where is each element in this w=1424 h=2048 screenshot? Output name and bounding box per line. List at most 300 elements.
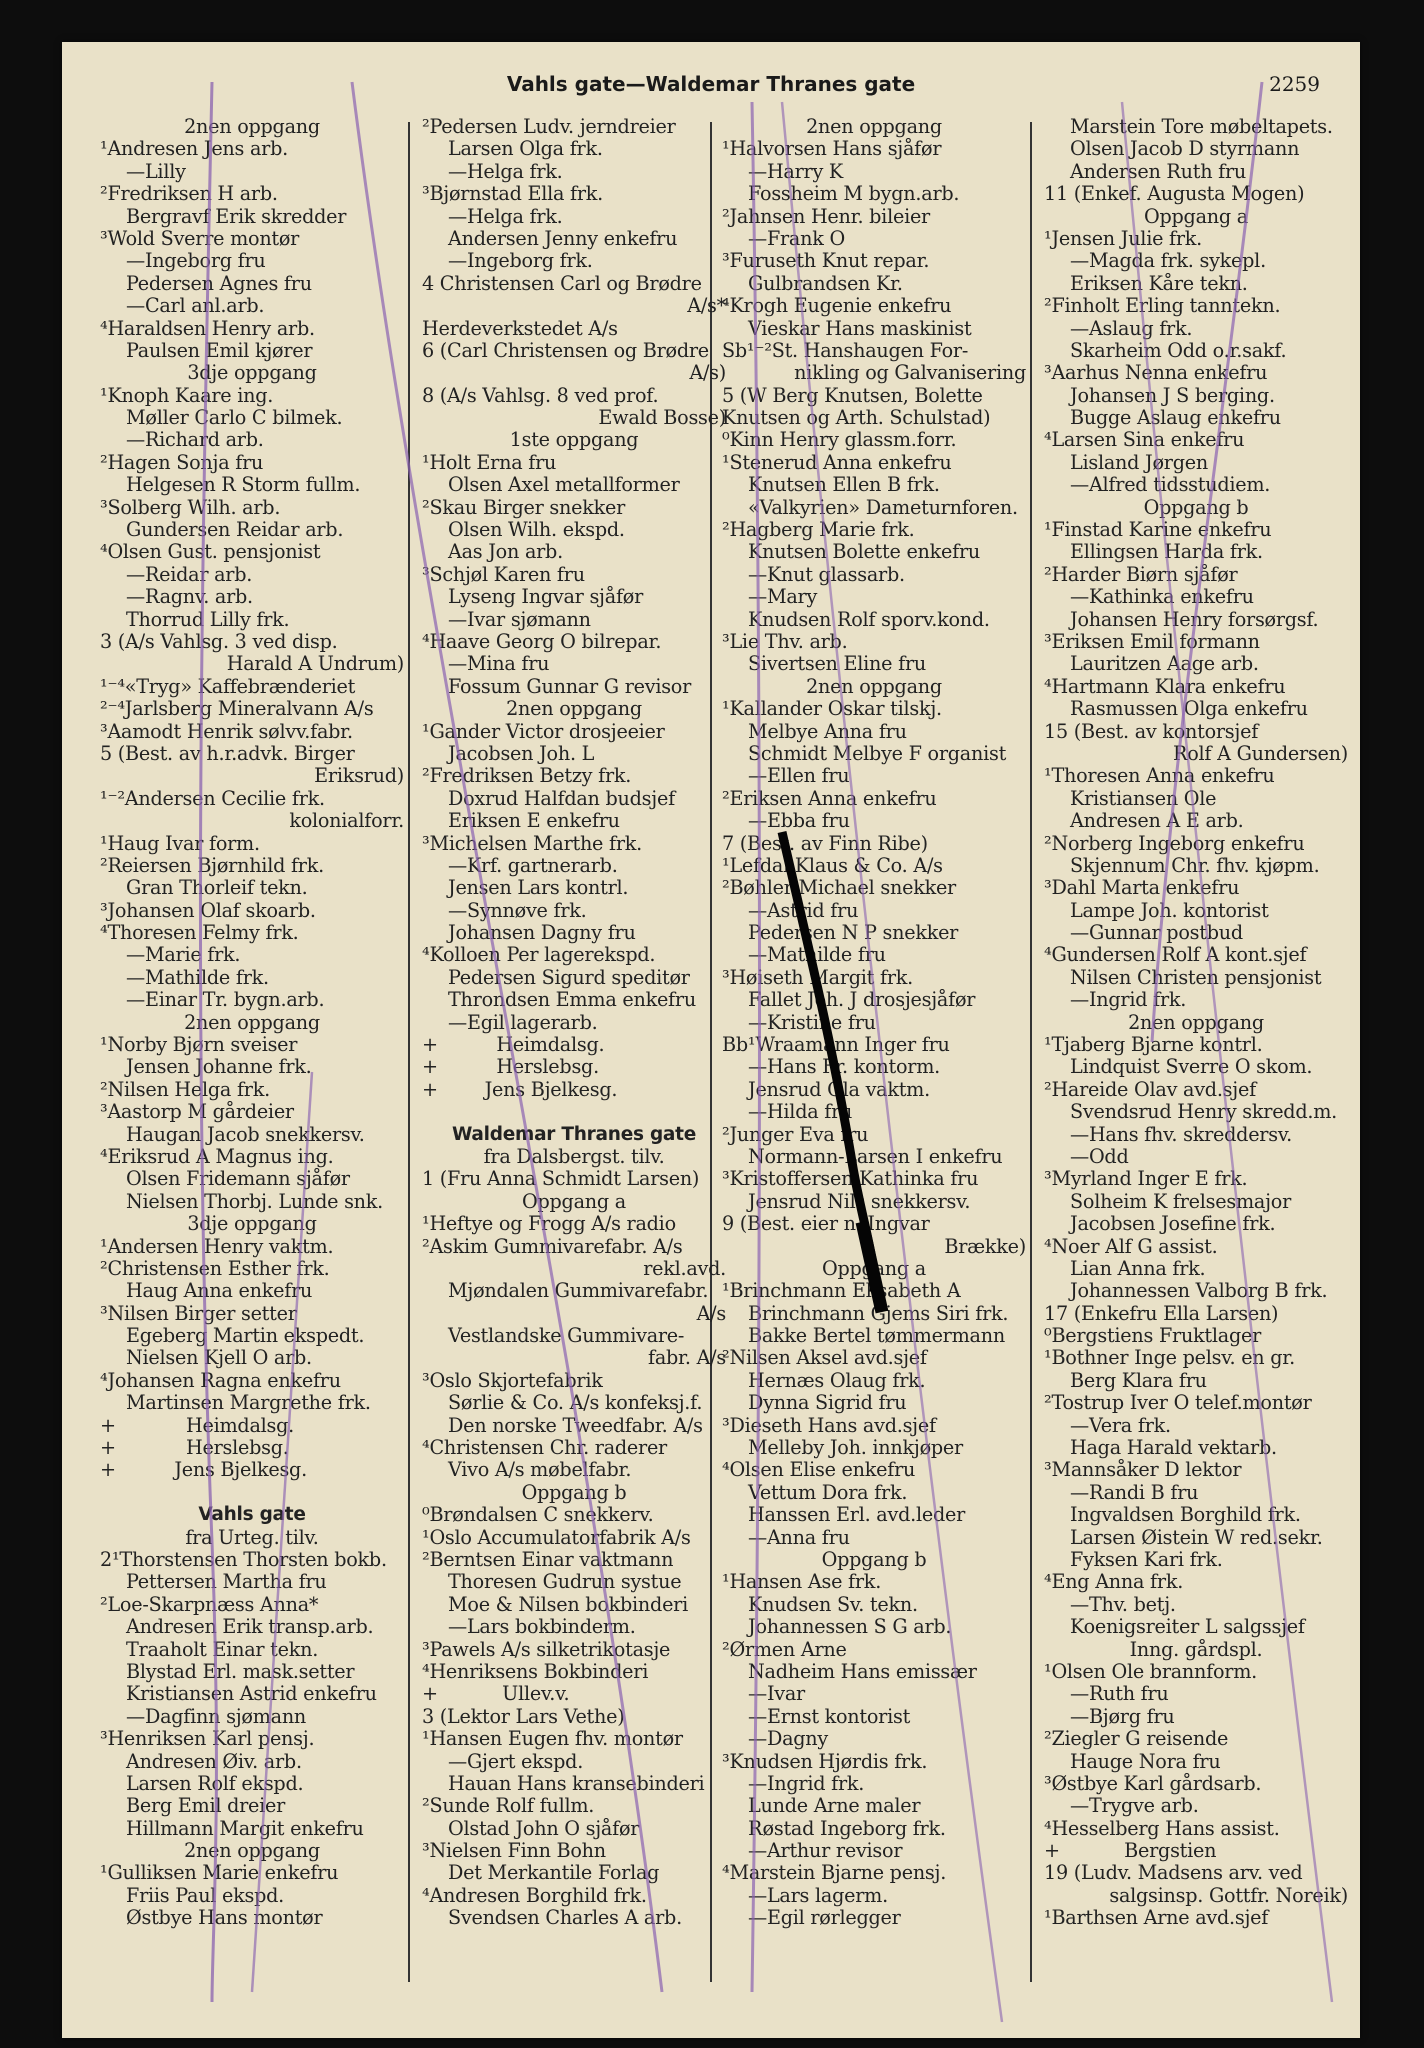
entrance-heading: 3dje oppgang (187, 362, 317, 385)
directory-entry: Andresen Øiv. arb. (126, 1750, 302, 1773)
directory-entry: Skjennum Chr. fhv. kjøpm. (1070, 854, 1320, 877)
entrance-heading: fra Urteg. tilv. (185, 1526, 319, 1549)
directory-entry: —Harry K (748, 160, 843, 183)
directory-entry: ¹Hansen Ase frk. (722, 1571, 882, 1594)
directory-entry: Koenigsreiter L salgssjef (1070, 1616, 1305, 1639)
entrance-heading: 2nen oppgang (506, 698, 642, 721)
directory-entry: ²Hagen Sonja fru (100, 451, 264, 474)
directory-entry: Bugge Aslaug enkefru (1070, 407, 1281, 430)
directory-entry: Sørlie & Co. A/s konfeksj.f. (448, 1392, 703, 1415)
directory-entry: Lauritzen Aage arb. (1070, 653, 1259, 676)
directory-entry: Pettersen Martha fru (126, 1571, 327, 1594)
directory-entry: ⁴Haraldsen Henry arb. (100, 317, 315, 340)
directory-entry: Melbye Anna fru (748, 720, 907, 743)
directory-entry: Lunde Arne maler (748, 1795, 921, 1818)
directory-entry: —Gjert ekspd. (448, 1750, 584, 1773)
directory-entry: Haug Anna enkefru (126, 1280, 313, 1303)
directory-entry: —Marie frk. (126, 944, 241, 967)
directory-entry: Vettum Dora frk. (748, 1481, 908, 1504)
directory-entry: —Alfred tidsstudiem. (1070, 474, 1271, 497)
directory-entry: ⁴Thoresen Felmy frk. (100, 922, 299, 945)
directory-entry: Hauan Hans kransebinderi (448, 1772, 705, 1795)
directory-entry: Solheim K frelsesmajor (1070, 1190, 1292, 1213)
directory-entry: ²Christensen Esther frk. (100, 1257, 330, 1280)
directory-entry: Jensen Lars kontrl. (448, 877, 629, 900)
entrance-heading: Oppgang a (522, 1190, 626, 1213)
directory-entry: Helgesen R Storm fullm. (126, 474, 361, 497)
directory-entry: Møller Carlo C bilmek. (126, 407, 343, 430)
directory-entry: ²Askim Gummivarefabr. A/s (422, 1235, 683, 1258)
directory-entry: ²Harder Biørn sjåfør (1044, 563, 1238, 586)
directory-entry: rekl.avd. (643, 1257, 726, 1280)
directory-entry: ³Johansen Olaf skoarb. (100, 899, 316, 922)
directory-entry: ³Michelsen Marthe frk. (422, 832, 643, 855)
directory-entry: ²Fredriksen Betzy frk. (422, 765, 632, 788)
directory-entry: 5 (W Berg Knutsen, Bolette (722, 384, 983, 407)
directory-entry: —Helga frk. (448, 205, 563, 228)
directory-entry: ¹Andersen Henry vaktm. (100, 1235, 334, 1258)
directory-entry: ¹Olsen Ole brannform. (1044, 1660, 1258, 1683)
directory-entry: Olsen Wilh. ekspd. (448, 519, 625, 542)
directory-entry: ²Jahnsen Henr. bileier (722, 205, 930, 228)
directory-entry: Olsen Jacob D styrmann (1070, 138, 1300, 161)
directory-entry: ²Hareide Olav avd.sjef (1044, 1078, 1256, 1101)
directory-entry: ⁴Larsen Sina enkefru (1044, 429, 1245, 452)
directory-entry: Fossum Gunnar G revisor (448, 675, 692, 698)
directory-entry: Dynna Sigrid fru (748, 1392, 907, 1415)
directory-entry: ²Finholt Erling tanntekn. (1044, 295, 1281, 318)
directory-entry: ³Høiseth Margit frk. (722, 966, 913, 989)
directory-entry: ¹Lefdal Klaus & Co. A/s (722, 854, 943, 877)
directory-entry: Østbye Hans montør (126, 1907, 323, 1930)
entrance-heading: fra Dalsbergst. tilv. (483, 1145, 665, 1168)
directory-entry: ²Sunde Rolf fullm. (422, 1795, 595, 1818)
directory-entry: + Jens Bjelkesg. (100, 1459, 307, 1482)
directory-entry: Gran Thorleif tekn. (126, 877, 308, 900)
directory-entry: Friis Paul ekspd. (126, 1884, 285, 1907)
directory-entry: ¹Oslo Accumulatorfabrik A/s (422, 1526, 691, 1549)
directory-entry: Nilsen Christen pensjonist (1070, 966, 1322, 989)
directory-entry: + Jens Bjelkesg. (422, 1078, 618, 1101)
directory-entry: Bergravf Erik skredder (126, 205, 347, 228)
directory-entry (422, 1101, 726, 1123)
directory-entry: Bb¹Wraamann Inger fru (722, 1034, 950, 1057)
column-divider (408, 122, 410, 1982)
directory-entry: ⁴Haave Georg O bilrepar. (422, 630, 662, 653)
directory-entry: —Mina fru (448, 653, 550, 676)
directory-entry: Lian Anna frk. (1070, 1257, 1206, 1280)
directory-entry: ¹Gulliksen Marie enkefru (100, 1862, 339, 1885)
directory-entry: —Reidar arb. (126, 563, 253, 586)
directory-entry: 4 Christensen Carl og Brødre (422, 272, 702, 295)
directory-entry: Thoresen Gudrun systue (448, 1571, 682, 1594)
directory-entry: Sivertsen Eline fru (748, 653, 926, 676)
directory-entry: Brække) (944, 1235, 1026, 1258)
directory-entry: Eriksrud) (314, 765, 404, 788)
directory-entry: ³Dahl Marta enkefru (1044, 877, 1240, 900)
street-heading: Vahls gate (198, 1504, 306, 1526)
directory-entry: —Lars lagerm. (748, 1884, 888, 1907)
directory-entry: Egeberg Martin ekspedt. (126, 1325, 365, 1348)
page-title: Vahls gate—Waldemar Thranes gate (506, 72, 916, 96)
directory-entry: —Vera frk. (1070, 1414, 1171, 1437)
directory-page (62, 42, 1360, 2038)
entrance-heading: 2nen oppgang (184, 1011, 320, 1034)
directory-entry: Larsen Øistein W red.sekr. (1070, 1526, 1323, 1549)
page-header (62, 72, 1360, 106)
directory-entry: Brinchmann Gjems Siri frk. (748, 1302, 1009, 1325)
directory-entry: Blystad Erl. mask.setter (126, 1660, 355, 1683)
directory-entry: nikling og Galvanisering (794, 362, 1026, 385)
directory-entry: —Ingeborg frk. (448, 250, 593, 273)
directory-entry: Gulbrandsen Kr. (748, 272, 903, 295)
directory-entry: Johansen J S berging. (1070, 384, 1275, 407)
directory-entry: —Kathinka enkefru (1070, 586, 1254, 609)
directory-entry: Vestlandske Gummivare- (448, 1325, 685, 1348)
directory-entry: —Krf. gartnerarb. (448, 854, 618, 877)
directory-entry: ²Reiersen Bjørnhild frk. (100, 854, 324, 877)
directory-entry: Berg Klara fru (1070, 1369, 1207, 1392)
directory-entry: ²Eriksen Anna enkefru (722, 787, 937, 810)
directory-entry: —Kristine fru (748, 1011, 876, 1034)
directory-entry: Andersen Ruth fru (1070, 160, 1247, 183)
directory-entry: Vieskar Hans maskinist (748, 317, 972, 340)
directory-entry: ²Berntsen Einar vaktmann (422, 1549, 674, 1571)
directory-entry (100, 1482, 404, 1504)
directory-entry: Lampe Joh. kontorist (1070, 899, 1269, 922)
directory-entry: ⁴Hesselberg Hans assist. (1044, 1817, 1280, 1840)
directory-entry: Nadheim Hans emissær (748, 1660, 977, 1683)
directory-entry: ¹Holt Erna fru (422, 451, 557, 474)
directory-entry: Hanssen Erl. avd.leder (748, 1504, 966, 1527)
directory-entry: Knudsen Rolf sporv.kond. (748, 608, 990, 631)
directory-entry: Bakke Bertel tømmermann (748, 1325, 1005, 1348)
directory-entry: 19 (Ludv. Madsens arv. ved (1044, 1862, 1303, 1885)
directory-entry: ⁴Andresen Borghild frk. (422, 1884, 647, 1907)
directory-entry: Knutsen og Arth. Schulstad) (722, 407, 991, 430)
directory-entry: ³Eriksen Emil formann (1044, 630, 1260, 653)
directory-entry: —Dagny (748, 1728, 828, 1751)
directory-entry: ³Myrland Inger E frk. (1044, 1168, 1248, 1191)
directory-entry: ¹Thoresen Anna enkefru (1044, 765, 1275, 788)
directory-entry: Kristiansen Ole (1070, 787, 1217, 810)
entrance-heading: 2nen oppgang (184, 1840, 320, 1863)
directory-entry: Ellingsen Harda frk. (1070, 541, 1263, 564)
directory-entry: Hernæs Olaug frk. (748, 1369, 926, 1392)
directory-entry: + Herslebsg. (100, 1437, 289, 1460)
directory-entry: Jensrud Nils snekkersv. (748, 1190, 971, 1213)
directory-entry: —Einar Tr. bygn.arb. (126, 989, 325, 1012)
directory-entry: Olstad John O sjåfør (448, 1817, 640, 1840)
directory-entry: —Trygve arb. (1070, 1795, 1199, 1818)
directory-entry: Larsen Rolf ekspd. (126, 1772, 304, 1795)
directory-entry: Traaholt Einar tekn. (126, 1638, 319, 1661)
directory-entry: Olsen Axel metallformer (448, 474, 680, 497)
directory-entry: ⁴Henriksens Bokbinderi (422, 1660, 649, 1683)
directory-entry: Paulsen Emil kjører (126, 339, 313, 362)
directory-entry: Doxrud Halfdan budsjef (448, 787, 675, 810)
directory-entry: —Synnøve frk. (448, 899, 587, 922)
directory-entry: Jensrud Ola vaktm. (748, 1078, 930, 1101)
directory-entry: ³Dieseth Hans avd.sjef (722, 1414, 936, 1437)
directory-entry: + Heimdalsg. (422, 1034, 605, 1057)
directory-entry: Røstad Ingeborg frk. (748, 1817, 946, 1840)
directory-entry: —Ivar (748, 1683, 805, 1706)
directory-entry: ⁰Bergstiens Fruktlager (1044, 1325, 1262, 1348)
directory-entry: ⁴Hartmann Klara enkefru (1044, 675, 1286, 698)
directory-column-4 (1044, 116, 1348, 2016)
directory-entry: ¹Bothner Inge pelsv. en gr. (1044, 1347, 1295, 1370)
directory-entry: «Valkyrien» Dameturnforen. (748, 496, 1018, 519)
directory-entry: ⁴Christensen Chr. raderer (422, 1437, 667, 1460)
directory-entry: 17 (Enkefru Ella Larsen) (1044, 1302, 1279, 1325)
directory-entry: Ewald Bosse) (598, 407, 726, 430)
directory-entry: ³Østbye Karl gårdsarb. (1044, 1772, 1262, 1795)
directory-entry: 1 (Fru Anna Schmidt Larsen) (422, 1168, 700, 1191)
directory-entry: —Gunnar postbud (1070, 922, 1243, 945)
directory-entry: —Hans Fr. kontorm. (748, 1056, 941, 1079)
entrance-heading: Oppgang b (821, 1549, 927, 1571)
entrance-heading: 2nen oppgang (806, 675, 942, 698)
directory-entry: ⁴Kolloen Per lagerekspd. (422, 944, 656, 967)
directory-entry: ¹Finstad Karine enkefru (1044, 519, 1272, 542)
directory-entry: Hauge Nora fru (1070, 1750, 1221, 1773)
directory-entry: A/s (696, 1302, 726, 1325)
directory-entry: —Astrid fru (748, 899, 859, 922)
directory-entry: —Ivar sjømann (448, 608, 591, 631)
directory-entry: ¹Heftye og Frogg A/s radio (422, 1213, 676, 1236)
directory-entry: Nielsen Thorbj. Lunde snk. (126, 1190, 384, 1213)
directory-entry: Andresen Erik transp.arb. (126, 1616, 374, 1639)
directory-entry: Berg Emil dreier (126, 1795, 286, 1818)
directory-entry: —Ebba fru (748, 810, 850, 833)
directory-entry: —Lilly (126, 160, 186, 183)
directory-entry: —Egil rørlegger (748, 1907, 901, 1930)
directory-entry: ¹Gander Victor drosjeeier (422, 720, 665, 743)
directory-entry: Eriksen Kåre tekn. (1070, 272, 1248, 295)
directory-entry: Martinsen Margrethe frk. (126, 1392, 371, 1415)
directory-entry: ³Aarhus Nenna enkefru (1044, 362, 1268, 385)
directory-entry: —Arthur revisor (748, 1840, 903, 1863)
directory-entry: Nielsen Kjell O arb. (126, 1347, 312, 1370)
directory-entry: Haga Harald vektarb. (1070, 1437, 1277, 1460)
directory-entry: Eriksen E enkefru (448, 810, 620, 833)
directory-entry: ³Aastorp M gårdeier (100, 1101, 294, 1124)
directory-entry: Moe & Nilsen bokbinderi (448, 1593, 688, 1616)
directory-entry: Herdeverkstedet A/s (422, 317, 618, 340)
directory-entry: ⁴Gundersen Rolf A kont.sjef (1044, 944, 1307, 967)
directory-entry: ¹⁻²Andersen Cecilie frk. (100, 787, 325, 810)
directory-entry: ¹Barthsen Arne avd.sjef (1044, 1907, 1269, 1930)
directory-entry: —Hilda fru (748, 1101, 853, 1124)
directory-entry: —Ragnv. arb. (126, 586, 253, 609)
directory-entry: + Herslebsg. (422, 1056, 599, 1079)
directory-entry: ²Pedersen Ludv. jerndreier (422, 116, 676, 138)
directory-column-3 (722, 116, 1026, 2016)
directory-entry: Jacobsen Josefine frk. (1070, 1213, 1276, 1236)
entrance-heading: 3dje oppgang (187, 1213, 317, 1236)
directory-entry: 3 (A/s Vahlsg. 3 ved disp. (100, 630, 338, 653)
directory-entry: ³Pawels A/s silketrikotasje (422, 1638, 671, 1661)
directory-entry: ²Ørmen Arne (722, 1638, 847, 1661)
directory-entry: Ingvaldsen Borghild frk. (1070, 1504, 1301, 1527)
directory-entry: 8 (A/s Vahlsg. 8 ved prof. (422, 384, 659, 407)
directory-entry: ⁴Noer Alf G assist. (1044, 1235, 1218, 1258)
directory-entry: ³Henriksen Karl pensj. (100, 1728, 315, 1751)
directory-entry: + Heimdalsg. (100, 1414, 295, 1437)
directory-entry: —Richard arb. (126, 429, 264, 452)
entrance-heading: Inng. gårdspl. (1129, 1638, 1263, 1661)
directory-entry: Throndsen Emma enkefru (448, 989, 696, 1012)
page-number: 2259 (1269, 72, 1320, 96)
directory-entry: ¹Haug Ivar form. (100, 832, 260, 855)
directory-entry: salgsinsp. Gottfr. Noreik) (1109, 1884, 1348, 1907)
directory-entry: Johannessen S G arb. (748, 1616, 952, 1639)
directory-entry: Svendsrud Henry skredd.m. (1070, 1101, 1338, 1124)
directory-entry: ²Fredriksen H arb. (100, 183, 278, 206)
directory-entry: ²Bøhler Michael snekker (722, 877, 956, 900)
directory-entry: ²Loe-Skarpnæss Anna* (100, 1593, 319, 1616)
entrance-heading: 2nen oppgang (184, 116, 320, 138)
directory-entry: Sb¹⁻²St. Hanshaugen For- (722, 339, 969, 362)
directory-entry: Mjøndalen Gummivarefabr. (448, 1280, 709, 1303)
directory-entry: —Mathilde fru (748, 944, 886, 967)
directory-entry: Jensen Johanne frk. (126, 1056, 312, 1079)
directory-entry: Melleby Joh. innkjøper (748, 1437, 963, 1460)
directory-entry: ³Bjørnstad Ella frk. (422, 183, 604, 206)
directory-entry: ²Nilsen Aksel avd.sjef (722, 1347, 927, 1370)
directory-entry: 5 (Best. av h.r.advk. Birger (100, 742, 355, 765)
street-heading: Waldemar Thranes gate (451, 1123, 697, 1145)
directory-entry: ³Solberg Wilh. arb. (100, 496, 281, 519)
entrance-heading: 2nen oppgang (1128, 1011, 1264, 1034)
directory-entry: fabr. A/s (647, 1347, 726, 1370)
directory-entry: Harald A Undrum) (226, 653, 404, 676)
entrance-heading: Oppgang a (822, 1257, 926, 1280)
directory-entry: Lyseng Ingvar sjåfør (448, 586, 644, 609)
directory-entry: —Hans fhv. skreddersv. (1070, 1123, 1292, 1146)
directory-entry: Pedersen Sigurd speditør (448, 966, 690, 989)
directory-entry: —Ingrid frk. (748, 1772, 865, 1795)
directory-entry: Haugan Jacob snekkersv. (126, 1123, 365, 1146)
directory-entry: Normann-Larsen I enkefru (748, 1145, 1003, 1168)
directory-entry: Johansen Dagny fru (448, 922, 636, 945)
directory-entry: ¹Tjaberg Bjarne kontrl. (1044, 1034, 1263, 1057)
directory-entry: ²Skau Birger snekker (422, 496, 626, 519)
directory-entry: —Ingrid frk. (1070, 989, 1187, 1012)
directory-entry: Knutsen Bolette enkefru (748, 541, 981, 564)
directory-entry: Marstein Tore møbeltapets. (1070, 116, 1333, 138)
directory-entry: 9 (Best. eier n. Ingvar (722, 1213, 930, 1236)
directory-entry: —Ernst kontorist (748, 1705, 911, 1728)
directory-entry: —Randi B fru (1070, 1481, 1199, 1504)
directory-entry: A/s* (687, 295, 726, 318)
directory-entry: —Magda frk. sykepl. (1070, 250, 1266, 273)
directory-entry: ²⁻⁴Jarlsberg Mineralvann A/s (100, 698, 374, 721)
entrance-heading: 2nen oppgang (806, 116, 942, 138)
directory-entry: —Lars bokbinderm. (448, 1616, 636, 1639)
directory-entry: —Ellen fru (748, 765, 850, 788)
directory-entry: —Frank O (748, 227, 845, 250)
directory-entry: A/s) (689, 362, 726, 385)
directory-entry: ²Hagberg Marie frk. (722, 519, 915, 542)
entrance-heading: Oppgang b (521, 1481, 627, 1504)
directory-entry: ⁰Brøndalsen C snekkerv. (422, 1504, 654, 1527)
directory-entry: + Bergstien (1044, 1840, 1217, 1863)
directory-entry: Jacobsen Joh. L (448, 742, 595, 765)
directory-entry: 3 (Lektor Lars Vethe) (422, 1705, 625, 1728)
entrance-heading: Oppgang a (1144, 205, 1248, 228)
directory-entry: ¹Brinchmann Elisabeth A (722, 1280, 961, 1303)
directory-entry: Knutsen Ellen B frk. (748, 474, 940, 497)
directory-entry: ¹Kallander Oskar tilskj. (722, 698, 942, 721)
directory-entry: kolonialforr. (289, 810, 404, 833)
directory-entry: —Mary (748, 586, 818, 609)
directory-entry: ⁴Olsen Elise enkefru (722, 1459, 916, 1482)
directory-entry: ¹Stenerud Anna enkefru (722, 451, 952, 474)
directory-entry: ³Wold Sverre montør (100, 227, 300, 250)
directory-entry: —Aslaug frk. (1070, 317, 1193, 340)
column-divider (1030, 122, 1032, 1982)
directory-entry: —Thv. betj. (1070, 1593, 1176, 1616)
directory-entry: —Ruth fru (1070, 1683, 1169, 1706)
directory-entry: —Ingeborg fru (126, 250, 266, 273)
directory-entry: ³Aamodt Henrik sølvv.fabr. (100, 720, 353, 743)
directory-entry: 2¹Thorstensen Thorsten bokb. (100, 1549, 387, 1571)
directory-entry: Pedersen N P snekker (748, 922, 959, 945)
directory-entry: ⁴Krogh Eugenie enkefru (722, 295, 952, 318)
directory-entry: Schmidt Melbye F organist (748, 742, 1007, 765)
directory-entry: —Bjørg fru (1070, 1705, 1175, 1728)
directory-entry: Lindquist Sverre O skom. (1070, 1056, 1313, 1079)
directory-entry: ¹Andresen Jens arb. (100, 138, 288, 161)
directory-entry: Johansen Henry forsørgsf. (1070, 608, 1319, 631)
directory-entry: 7 (Best. av Finn Ribe) (722, 832, 928, 855)
directory-entry: ³Schjøl Karen fru (422, 563, 585, 586)
directory-entry: Fyksen Kari frk. (1070, 1549, 1223, 1571)
directory-entry: ¹Knoph Kaare ing. (100, 384, 274, 407)
directory-entry: ⁰Kinn Henry glassm.forr. (722, 429, 957, 452)
directory-entry: ⁴Olsen Gust. pensjonist (100, 541, 321, 564)
directory-entry: Kristiansen Astrid enkefru (126, 1683, 377, 1706)
entrance-heading: Oppgang b (1143, 496, 1249, 519)
directory-entry: Johannessen Valborg B frk. (1070, 1280, 1328, 1303)
directory-entry: Den norske Tweedfabr. A/s (448, 1414, 703, 1437)
directory-entry: ¹Jensen Julie frk. (1044, 227, 1203, 250)
directory-entry: ⁴Johansen Ragna enkefru (100, 1369, 341, 1392)
directory-entry: 15 (Best. av kontorsjef (1044, 720, 1259, 743)
directory-entry: Lisland Jørgen (1070, 451, 1208, 474)
directory-entry: Hillmann Margit enkefru (126, 1817, 364, 1840)
directory-entry: Svendsen Charles A arb. (448, 1907, 682, 1930)
directory-entry: ¹Halvorsen Hans sjåfør (722, 138, 942, 161)
directory-entry: Rasmussen Olga enkefru (1070, 698, 1308, 721)
directory-entry: Fallet Joh. J drosjesjåfør (748, 989, 976, 1012)
directory-entry: Vivo A/s møbelfabr. (448, 1459, 632, 1482)
directory-entry: —Odd (1070, 1145, 1129, 1168)
directory-entry: 6 (Carl Christensen og Brødre (422, 339, 709, 362)
directory-entry: ²Junger Eva fru (722, 1123, 869, 1146)
directory-entry: ⁴Eriksrud A Magnus ing. (100, 1145, 334, 1168)
directory-entry: Gundersen Reidar arb. (126, 519, 344, 542)
directory-entry: —Egil lagerarb. (448, 1011, 598, 1034)
directory-entry: ²Norberg Ingeborg enkefru (1044, 832, 1305, 855)
directory-entry: ¹Norby Bjørn sveiser (100, 1034, 298, 1057)
directory-entry: ³Mannsåker D lektor (1044, 1459, 1242, 1482)
directory-entry: Knudsen Sv. tekn. (748, 1593, 918, 1616)
directory-entry: Rolf A Gundersen) (1173, 742, 1348, 765)
directory-entry: Pedersen Agnes fru (126, 272, 312, 295)
